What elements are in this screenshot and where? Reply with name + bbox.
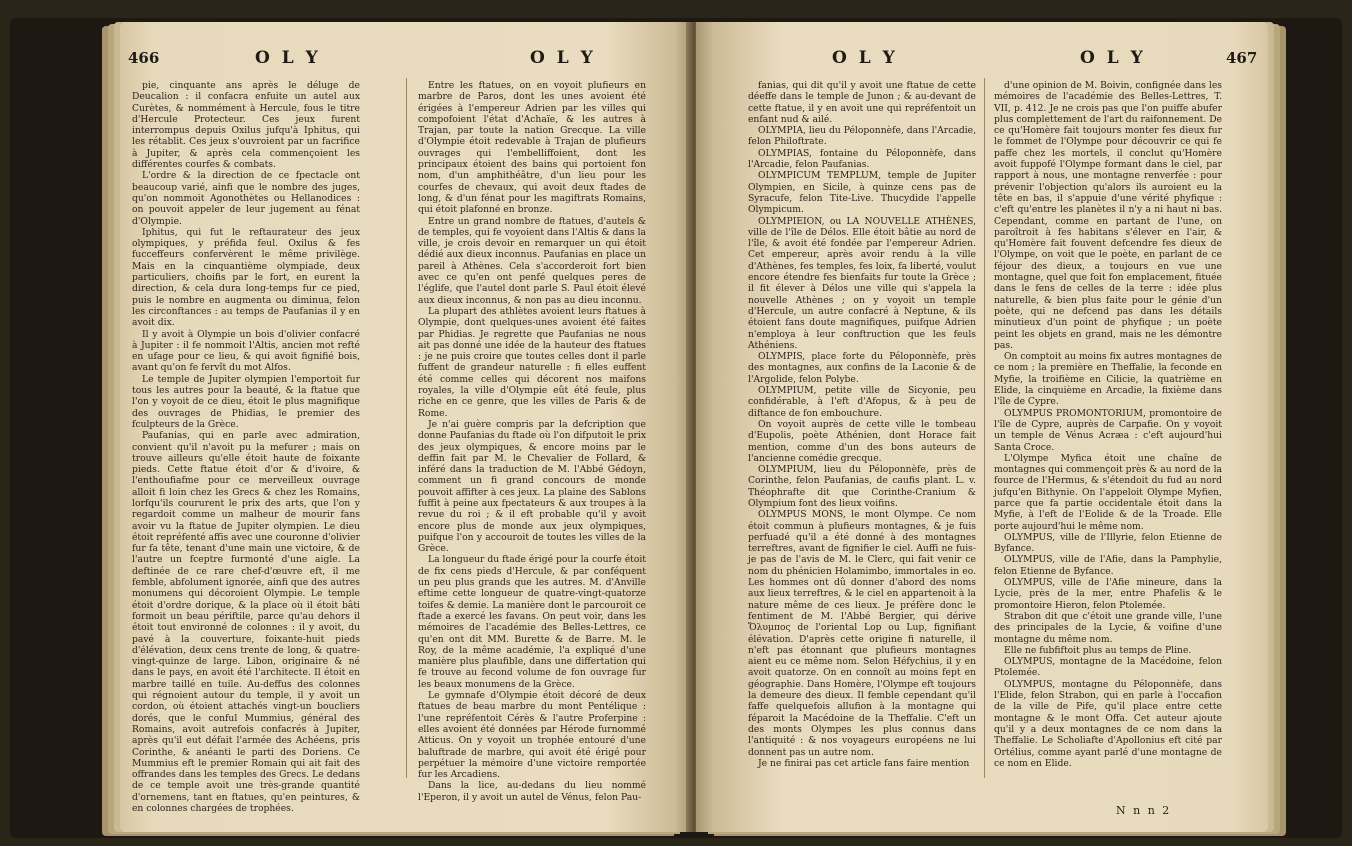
paragraph: Je ne finirai pas cet article fans faire mention: [758, 757, 970, 769]
paragraph: Dans la lice, au-dedans du lieu nommé l'Eperon, il y avoit un autel de Vénus, felon Pau-: [418, 780, 646, 803]
paragraph: Entre les ftatues, on en voyoit plufieurs en marbre de Paros, dont les unes avoient été érigées à l'empereur Adrien par les villes qui compofoient l'état d'Achaïe, & les autres à Trajan, par toute la nation Grecque. La ville d'Olympie étoit redevable à Trajan de plufieurs ouvrages qui l'embelliffoient, dont les principaux étoient des bains qui portoient fon nom, d'un amphithéâtre, d'un lieu pour les courfes de chevaux, qui avoit deux ftades de long, & d'un fénat pour les magiftrats Romains, qui étoit plafonné en bronze.: [418, 80, 646, 216]
paragraph: La longueur du ftade érigé pour la courfe étoit de fix cens pieds d'Hercule, & par conféquent un peu plus grands que les autres. M. d'Anville eftime cette longueur de quatre-vingt-quatorze toifes & demie. La manière dont le parcouroit ce ftade a exercé les favans. On peut voir, dans les mémoires de l'académie des Belles-Lettres, ce qu'en ont dit MM. Burette & de Barre. M. le Roy, de la même académie, l'a expliqué d'une manière plus plaufible, dans une differtation qui fe trouve au fecond volume de fon ouvrage fur les beaux monumens de la Grèce.: [418, 554, 646, 690]
left-running-head-2: O L Y: [530, 48, 596, 68]
signature-mark: N n n 2: [1116, 804, 1172, 817]
paragraph: OLYMPIEION, ou LA NOUVELLE ATHÈNES, ville de l'île de Délos. Elle étoit bâtie au nord de l'île, & avoit été fondée par l'empereur Adrien. Cet empereur, après avoir rendu à la ville d'Athènes, fes temples, fes loix, fa liberté, voulut encore étendre fes bienfaits fur toute la Grèce ; il fit élever à Délos une ville qui s'appela la nouvelle Athènes ; on y voyoit un temple d'Hercule, un autre confacré à Neptune, & ils étoient fans doute magnifiques, puifque Adrien n'employa à leur conftruction que les feuls Athéniens.: [748, 215, 976, 351]
paragraph: Elle ne fubfiftoit plus au temps de Pline.: [1004, 644, 1192, 656]
paragraph: OLYMPICUM TEMPLUM, temple de Jupiter Olympien, en Sicile, à quinze cens pas de Syracufe, felon Tite-Live. Thucydide l'appelle Olympicum.: [748, 170, 976, 216]
paragraph: d'une opinion de M. Boivin, confignée dans les mémoires de l'académie des Belles-Lettres, T. VII, p. 412. Je ne crois pas que l'on puiffe abufer plus complettement de l'art du raifonnement. De ce qu'Homère fait toujours monter fes dieux fur le fommet de l'Olympe pour découvrir ce qui fe paffe chez les mortels, il conclut qu'Homère avoit fuppofé l'Olympe formant dans le ciel, par rapport à nous, une montagne renverfée : pour prévenir l'objection qu'alors ils auroient eu la tête en bas, il s'appuie d'une vérité phyfique : c'eft qu'entre les planètes il n'y a ni haut ni bas. Cependant, comme en partant de l'une, on paroîtroit à fes habitans s'élever en l'air, & qu'Homère fait fouvent defcendre fes dieux de l'Olympe, on voit que le poète, en parlant de ce féjour des dieux, a toujours en vue une montagne, quel que foit fon emplacement, fituée dans le fens de celles de la terre : idée plus naturelle, & bien plus faite pour le génie d'un poète, qui ne defcend pas dans les détails minutieux d'un point de phyfique ; un poète peint les objets en grand, mais ne les démontre pas.: [994, 80, 1222, 351]
right-running-head-2: O L Y: [1080, 48, 1146, 68]
right-column-1: [748, 80, 976, 769]
column-rule: [406, 78, 407, 778]
paragraph: OLYMPIA, lieu du Péloponnèfe, dans l'Arcadie, felon Philoftrate.: [748, 125, 976, 148]
left-page-number: 466: [128, 49, 160, 67]
paragraph: Le temple de Jupiter olympien l'emportoit fur tous les autres pour la beauté, & la ftatue que l'on y voyoit de ce dieu, étoit le plus magnifique des ouvrages de Phidias, le premier des fculpteurs de la Grèce.: [132, 373, 360, 430]
left-page: [120, 22, 692, 832]
paragraph: Je n'ai guère compris par la defcription que donne Paufanias du ftade où l'on difputoit le prix des jeux olympiques, & encore moins par le deffin fait par M. le Chevalier de Follard, & inféré dans la traduction de M. l'Abbé Gédoyn, comment un fi grand concours de monde pouvoit affifter à ces jeux. La plaine des Sablons fuffit à peine aux fpectateurs & aux troupes à la revue du roi ; & il eft probable qu'il y avoit encore plus de monde aux jeux olympiques, puifque l'on y accouroit de toutes les villes de la Grèce.: [418, 418, 646, 555]
right-column-2: [994, 80, 1222, 769]
paragraph: OLYMPIAS, fontaine du Péloponnèfe, dans l'Arcadie, felon Paufanias.: [748, 147, 976, 171]
paragraph: OLYMPUS PROMONTORIUM, promontoire de l'île de Cypre, auprès de Carpafie. On y voyoit un temple de Vénus Acræa : c'eft aujourd'hui Santa Croce.: [994, 407, 1222, 453]
paragraph: Il y avoit à Olympie un bois d'olivier confacré à Jupiter : il fe nommoit l'Altis, ancien mot refté en ufage pour ce lieu, & qui avoit fignifié bois, avant qu'on fe fervît du mot Alfos.: [132, 328, 360, 374]
paragraph: Strabon dit que c'étoit une grande ville, l'une des principales de la Lycie, & voifine d'une montagne du même nom.: [994, 610, 1222, 645]
paragraph: On comptoit au moins fix autres montagnes de ce nom ; la première en Theffalie, la feconde en Myfie, la troifième en Cilicie, la quatrième en Elide, la cinquième en Arcadie, la fixième dans l'île de Cypre.: [994, 351, 1222, 408]
paragraph: L'ordre & la direction de ce fpectacle ont beaucoup varié, ainfi que le nombre des juges, qu'on nommoit Agonothètes ou Hellanodices : on pouvoit appeler de leur jugement au fénat d'Olympie.: [132, 170, 360, 227]
paragraph: La plupart des athlètes avoient leurs ftatues à Olympie, dont quelques-unes avoient été faites par Phidias. Je regrette que Paufanias ne nous ait pas donné une idée de la hauteur des ftatues : je ne puis croire que toutes celles dont il parle fuffent de grandeur naturelle : fi elles euffent été comme celles qui décorent nos maifons royales, la ville d'Olympie eût été feule, plus riche en ce genre, que les villes de Paris & de Rome.: [418, 305, 646, 419]
paragraph: Le gymnafe d'Olympie étoit décoré de deux ftatues de beau marbre du mont Pentélique : l'une repréfentoit Cérès & l'autre Proferpine : elles avoient été données par Hérode furnommé Atticus. On y voyoit un trophée entouré d'une baluftrade de marbre, qui avoit été érigé pour perpétuer la mémoire d'une victoire remportée fur les Arcadiens.: [418, 690, 646, 781]
paragraph: OLYMPUS, ville de l'Afie, dans la Pamphylie, felon Etienne de Byfance.: [994, 554, 1222, 577]
paragraph: Iphitus, qui fut le reftaurateur des jeux olympiques, y préfida feul. Oxilus & fes fucceffeurs confervèrent le même privilège. Mais en la cinquantième olympiade, deux particuliers, choifis par le fort, en eurent la direction, & cela dura long-temps fur ce pied, puis le nombre en augmenta ou diminua, felon les circonftances : au temps de Paufanias il y en avoit dix.: [132, 226, 360, 329]
right-running-head: O L Y: [832, 48, 898, 68]
left-column-1: [132, 80, 360, 814]
paragraph: fanias, qui dit qu'il y avoit une ftatue de cette déeffe dans le temple de Junon ; & au-devant de cette ftatue, il y en avoit une qui repréfentoit un enfant nud & ailé.: [748, 80, 976, 125]
paragraph: On voyoit auprès de cette ville le tombeau d'Eupolis, poète Athénien, dont Horace fait mention, comme d'un des bons auteurs de l'ancienne comédie grecque.: [748, 418, 976, 464]
left-column-2: [418, 80, 646, 803]
paragraph: OLYMPIUM, petite ville de Sicyonie, peu confidérable, à l'eft d'Afopus, & à peu de diftance de fon embouchure.: [748, 385, 976, 419]
paragraph: OLYMPUS, montagne du Péloponnèfe, dans l'Elide, felon Strabon, qui en parle à l'occafion de la ville de Pife, qu'il place entre cette montagne & le mont Offa. Cet auteur ajoute qu'il y a deux montagnes de ce nom dans la Theffalie. Le Scholiafte d'Apollonius eft cité par Ortélius, comme ayant parlé d'une montagne de ce nom en Elide.: [994, 678, 1222, 769]
paragraph: OLYMPUS, montagne de la Macédoine, felon Ptolemée.: [994, 656, 1222, 679]
paragraph: OLYMPUS, ville de l'Illyrie, felon Etienne de Byfance.: [994, 531, 1222, 555]
book-spread: [10, 18, 1342, 838]
paragraph: Entre un grand nombre de ftatues, d'autels & de temples, qui fe voyoient dans l'Altis & dans la ville, je crois devoir en remarquer un qui étoit dédié aux dieux inconnus. Paufanias en place un pareil à Athènes. Cela s'accorderoit fort bien avec ce qu'en ont penfé quelques peres de l'églife, que l'autel dont parle S. Paul étoit élevé aux dieux inconnus, & non pas au dieu inconnu.: [418, 215, 646, 306]
right-page: [696, 22, 1268, 832]
paragraph: pie, cinquante ans après le déluge de Deucalion : il confacra enfuite un autel aux Curètes, & nommément à Hercule, fous le titre d'Hercule Protecteur. Ces jeux furent interrompus depuis Oxilus jufqu'à Iphitus, qui les rétablit. Ces jeux s'ouvroient par un facrifice à Jupiter, & après cela commençoient les différentes courfes & combats.: [132, 80, 360, 171]
paragraph: OLYMPIUM, lieu du Péloponnèfe, près de Corinthe, felon Paufanias, de caufis plant. L. v. Théophrafte dit que Corinthe-Cranium & Olympium font des lieux voifins.: [748, 464, 976, 509]
paragraph: Paufanias, qui en parle avec admiration, convient qu'il n'avoit pu la mefurer ; mais on trouve ailleurs qu'elle étoit haute de foixante pieds. Cette ftatue étoit d'or & d'ivoire, & l'enthoufiafme pour ce merveilleux ouvrage alloit fi loin chez les Grecs & chez les Romains, lorfqu'ils coururent le prix des arts, que l'on y regardoit comme un malheur de mourir fans avoir vu la ftatue de Jupiter olympien. Le dieu étoit repréfenté affis avec une couronne d'olivier fur fa tête, tenant d'une main une victoire, & de l'autre un fceptre furmonté d'une aigle. La deftinée de ce rare chef-d'œuvre eft, il me femble, abfolument ignorée, ainfi que des autres monumens qui décoroient Olympie. Le temple étoit d'ordre dorique, & la place où il étoit bâti formoit un beau périftile, parce qu'au dehors il étoit tout environné de colonnes : il y avoit, du pavé à la couverture, foixante-huit pieds d'élévation, deux cens trente de long, & quatre-vingt-quinze de large. Libon, originaire & né dans le pays, en avoit été l'architecte. Il étoit en marbre taillé en tuile. Au-deffus des colonnes qui régnoient autour du temple, il y avoit un cordon, où étoient attachés vingt-un boucliers dorés, que le conful Mummius, général des Romains, avoit autrefois confacrés à Jupiter, après qu'il eut défait l'armée des Achéens, pris Corinthe, & anéanti le parti des Doriens. Ce Mummius eft le premier Romain qui ait fait des offrandes dans les temples des Grecs. Le dedans de ce temple avoit une très-grande quantité d'ornemens, tant en ftatues, qu'en peintures, & en colonnes chargées de trophées.: [132, 430, 360, 814]
paragraph: OLYMPIS, place forte du Péloponnèfe, près des montagnes, aux confins de la Laconie & de l'Argolide, felon Polybe.: [748, 351, 976, 385]
paragraph: L'Olympe Myfica étoit une chaîne de montagnes qui commençoit près & au nord de la fource de l'Hermus, & s'étendoit du fud au nord jufqu'en Bithynie. On l'appeloit Olympe Myfien, parce que fa partie occidentale étoit dans la Myfie, à l'eft de l'Eolide & de la Troade. Elle porte aujourd'hui le même nom.: [994, 452, 1222, 532]
paragraph: OLYMPUS, ville de l'Afie mineure, dans la Lycie, près de la mer, entre Phafelis & le promontoire Hieron, felon Ptolemée.: [994, 577, 1222, 611]
column-rule: [984, 78, 985, 778]
right-page-number: 467: [1226, 49, 1258, 67]
paragraph: OLYMPUS MONS, le mont Olympe. Ce nom étoit commun à plufieurs montagnes, & je fuis perfuadé qu'il a été donné à des montagnes terreftres, avant de fignifier le ciel. Auffi ne fuis-je pas de l'avis de M. le Clerc, qui fait venir ce nom du phénicien Holamimbo, immortales in eo. Les hommes ont dû donner d'abord des noms aux lieux terreftres, & le ciel en appartenoit à la nature même de ces lieux. Je préfère donc le fentiment de M. l'Abbé Bergier, qui dérive Ὄλυμπος de l'oriental Lop ou Lup, fignifiant élévation. D'après cette origine fi naturelle, il n'eft pas étonnant que plufieurs montagnes aient eu ce même nom. Selon Héfychius, il y en avoit quatorze. On en connoît au moins fept en géographie. Dans Homère, l'Olympe eft toujours la demeure des dieux. Il femble cependant qu'il faffe quelquefois allufion à la montagne qui féparoit la Macédoine de la Theffalie. C'eft un des monts Olympes les plus connus dans l'antiquité : & nos voyageurs européens ne lui donnent pas un autre nom.: [748, 509, 976, 758]
left-running-head: O L Y: [255, 48, 321, 68]
